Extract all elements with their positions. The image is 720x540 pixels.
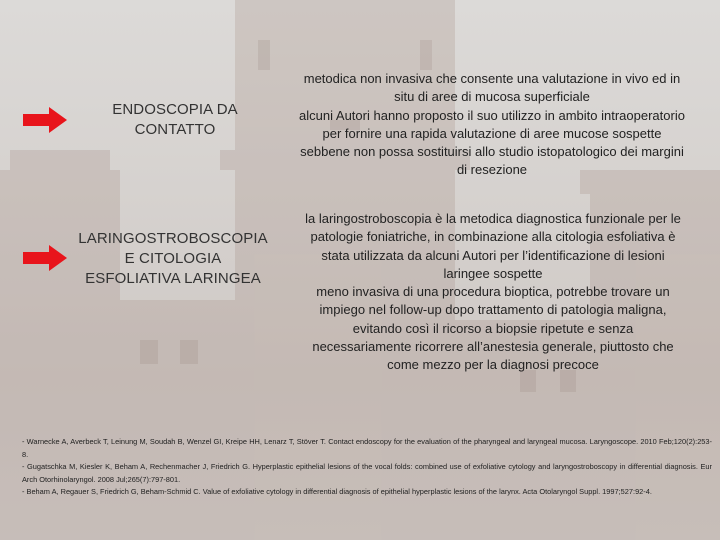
description-line: alcuni Autori hanno proposto il suo utilizzo in ambito intraoperatorio (299, 107, 685, 123)
section-title-laringostroboscopia (64, 229, 282, 289)
right-arrow-icon (23, 245, 67, 271)
description-line: la laringostroboscopia è la metodica diagnostica funzionale per le (305, 211, 681, 226)
description-line: impiego nel follow-up dopo trattamento di patologia maligna, (319, 302, 667, 318)
section-title-line: ENDOSCOPIA DA (112, 101, 238, 118)
description-line: per fornire una rapida valutazione di aree mucose sospette (322, 125, 662, 141)
description-line: patologie foniatriche, in combinazione alla citologia esfoliativa è (310, 229, 676, 245)
description-line: sebbene non possa sostituirsi allo studio istopatologico dei margini (300, 144, 684, 160)
reference-item: - Warnecke A, Averbeck T, Leinung M, Soudah B, Wenzel GI, Kreipe HH, Lenarz T, Stöver T. Contact endoscopy for the evaluation of the pharyngeal and laryngeal mucosa. Laryngoscope. 2010 Feb;120(2):253-8. (22, 437, 712, 459)
reference-item: - Gugatschka M, Kiesler K, Beham A, Rechenmacher J, Friedrich G. Hyperplastic epithelial lesions of the vocal folds: combined use of exfoliative cytology and laryngostroboscopy in differential diagnosis. Eur Arch Otorhinolaryngol. 2008 Jul;265(7):797-801. (22, 462, 712, 484)
description-line: necessariamente ricorrere all’anestesia generale, piuttosto che (312, 339, 674, 355)
section-title-line: CONTATTO (134, 121, 216, 138)
reference-item: - Beham A, Regauer S, Friedrich G, Beham-Schmid C. Value of exfoliative cytology in differential diagnosis of epithelial hyperplastic lesions of the larynx. Acta Otolaryngol Suppl. 1997;527:92-4. (22, 487, 652, 497)
section-title-line: ESFOLIATIVA LARINGEA (85, 270, 261, 287)
section-title-line: LARINGOSTROBOSCOPIA (78, 230, 268, 247)
section-title-endoscopia (82, 100, 268, 140)
references (22, 436, 712, 499)
description-line: situ di aree di mucosa superficiale (394, 89, 590, 105)
description-line: meno invasiva di una procedura bioptica, potrebbe trovare un (316, 284, 670, 300)
section-title-line: E CITOLOGIA (124, 250, 222, 267)
right-arrow-icon (23, 107, 67, 133)
section-description-endoscopia (278, 70, 706, 180)
description-line: come mezzo per la diagnosi precoce (387, 357, 599, 373)
description-line: di resezione (456, 162, 528, 178)
description-line: evitando così il ricorso a biopsie ripetute e senza (352, 320, 634, 336)
description-line: laringee sospette (443, 265, 543, 281)
description-line: metodica non invasiva che consente una valutazione in vivo ed in (303, 71, 681, 86)
description-line: stata utilizzata da alcuni Autori per l’identificazione di lesioni (321, 247, 665, 263)
section-description-laringostroboscopia (280, 210, 706, 375)
